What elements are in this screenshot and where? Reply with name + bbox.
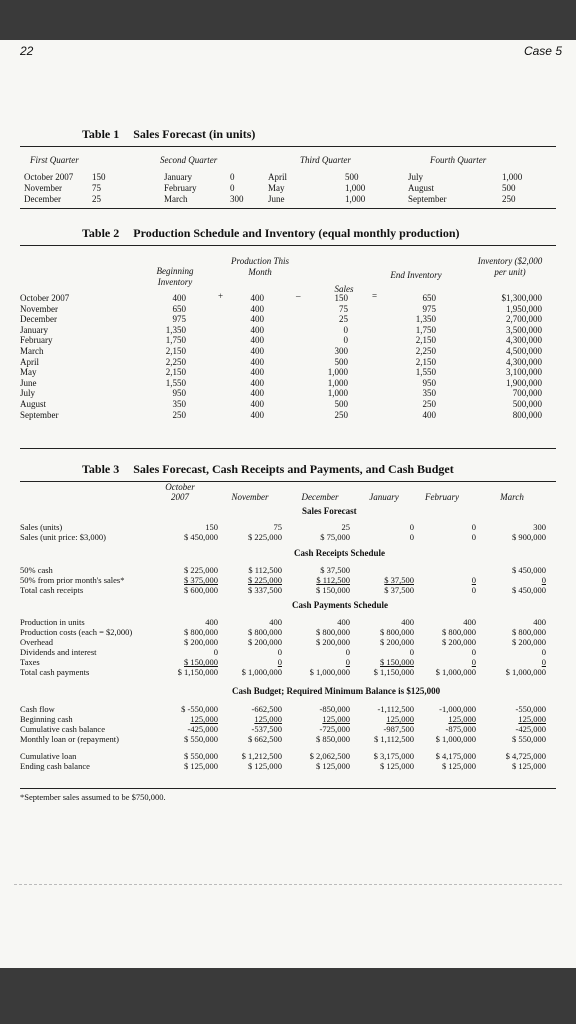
- t3-cell: $ 150,000: [184, 657, 218, 667]
- t3-cell: $ 1,000,000: [309, 667, 350, 677]
- t3-cell: $ 550,000: [184, 734, 218, 744]
- t3-cell: -1,112,500: [377, 704, 414, 714]
- t2-equals-sign: =: [372, 291, 378, 301]
- table2-label: Table 2: [82, 226, 120, 240]
- t3-cell: $ 200,000: [316, 637, 350, 647]
- t1-quarter-header: Second Quarter: [160, 155, 218, 165]
- t3-cell: $ 1,000,000: [241, 667, 282, 677]
- t2-beginning-cell: 650: [172, 303, 186, 314]
- t2-end-cell: 2,150: [415, 335, 436, 346]
- t3-cell: $ 800,000: [512, 627, 546, 637]
- t2-value-cell: 4,300,000: [506, 335, 542, 346]
- t2-production-cell: 400: [250, 356, 264, 367]
- t2-production-cell: 400: [250, 367, 264, 378]
- t1-month-value: 150: [92, 172, 106, 182]
- t3-row-label: Production in units: [20, 617, 85, 627]
- table2-title: [82, 226, 460, 241]
- t3-cell: 0: [471, 657, 476, 667]
- t3-col-october: October 2007: [165, 482, 195, 502]
- t3-cell: $ 125,000: [316, 761, 350, 771]
- t3-cell: 400: [337, 617, 350, 627]
- t2-sales-cell: 500: [334, 356, 348, 367]
- t3-cell: $ 200,000: [380, 637, 414, 647]
- t3-cell: $ 800,000: [316, 627, 350, 637]
- t2-value-cell: 2,700,000: [506, 314, 542, 325]
- t2-beginning-cell: 1,750: [165, 335, 186, 346]
- bottom-dotted-line: [14, 884, 562, 885]
- t3-row-label: Taxes: [20, 657, 40, 667]
- t3-cell: $ 550,000: [512, 734, 546, 744]
- t2-sales-cell: 25: [339, 314, 348, 325]
- t2-sales-cell: 75: [339, 303, 348, 314]
- t3-cell: -537,500: [251, 724, 282, 734]
- t2-sales-cell: 1,000: [327, 377, 348, 388]
- t2-plus-sign: +: [218, 291, 224, 301]
- t3-cell: $ 1,112,500: [373, 734, 414, 744]
- t1-month-label: August: [408, 183, 435, 193]
- t1-month-label: September: [408, 194, 447, 204]
- t3-cell: 125,000: [448, 714, 476, 724]
- t2-end-cell: 1,550: [415, 367, 436, 378]
- t3-cell: 75: [273, 522, 282, 532]
- t3-row-label: Cumulative loan: [20, 751, 77, 761]
- t3-cell: $ 125,000: [248, 761, 282, 771]
- table2-top-rule: [20, 245, 556, 246]
- t1-quarter-header: Third Quarter: [300, 155, 351, 165]
- t3-cell: $ 75,000: [320, 532, 350, 542]
- t3-cell: 0: [471, 532, 476, 542]
- t3-cell: $ 4,725,000: [505, 751, 546, 761]
- t2-production-cell: 400: [250, 409, 264, 420]
- t2-minus-sign: –: [296, 291, 301, 301]
- t3-cell: 125,000: [254, 714, 282, 724]
- t1-month-label: December: [24, 194, 61, 204]
- t1-month-label: March: [164, 194, 188, 204]
- t3-footnote: *September sales assumed to be $750,000.: [20, 792, 166, 802]
- t3-cell: $ 662,500: [248, 734, 282, 744]
- t1-quarter-header: Fourth Quarter: [430, 155, 487, 165]
- t3-cell: $ 800,000: [248, 627, 282, 637]
- t2-beginning-cell: 1,550: [165, 377, 186, 388]
- t2-value-cell: 4,500,000: [506, 346, 542, 356]
- t2-value-cell: 4,300,000: [506, 356, 542, 367]
- t3-cell: 300: [533, 522, 546, 532]
- t3-cell: $ 450,000: [512, 565, 546, 575]
- t3-section-sales-forecast: Sales Forecast: [302, 506, 357, 516]
- t3-cell: 400: [533, 617, 546, 627]
- t3-cell: -550,000: [515, 704, 546, 714]
- t1-month-label: May: [268, 183, 285, 193]
- t2-production-cell: 400: [250, 346, 264, 356]
- t2-production-cell: 400: [250, 399, 264, 409]
- t3-cell: $ 150,000: [380, 657, 414, 667]
- t2-month-label: June: [20, 377, 37, 388]
- t3-cell: 0: [409, 532, 414, 542]
- t2-beginning-cell: 2,150: [165, 367, 186, 378]
- t3-cell: $ 1,212,500: [241, 751, 282, 761]
- t3-cell: 0: [277, 657, 282, 667]
- t3-cell: 125,000: [322, 714, 350, 724]
- t2-end-cell: 400: [422, 409, 436, 420]
- t3-row-label: Sales (units): [20, 522, 63, 532]
- t2-production-cell: 400: [250, 324, 264, 335]
- t3-cell: -725,000: [319, 724, 350, 734]
- t3-cell: 0: [541, 647, 546, 657]
- t3-cell: $ 200,000: [442, 637, 476, 647]
- t2-sales-cell: 0: [343, 335, 348, 346]
- t3-cell: $ 1,000,000: [435, 667, 476, 677]
- t3-cell: 150: [205, 522, 218, 532]
- t2-header-end: End Inventory: [390, 270, 442, 280]
- t2-production-cell: 400: [250, 314, 264, 325]
- t3-cell: $ 200,000: [248, 637, 282, 647]
- t2-value-cell: 3,500,000: [506, 324, 542, 335]
- t3-cell: $ 1,000,000: [435, 734, 476, 744]
- t3-row-label: Total cash receipts: [20, 585, 84, 595]
- t3-cell: $ 225,000: [248, 532, 282, 542]
- t2-sales-cell: 1,000: [327, 367, 348, 378]
- table3-top-rule: [20, 481, 556, 482]
- t2-month-label: July: [20, 388, 36, 399]
- t1-quarter-header: First Quarter: [30, 155, 79, 165]
- t3-cell: 0: [541, 575, 546, 585]
- t2-beginning-cell: 1,350: [165, 324, 186, 335]
- t2-production-cell: 400: [250, 293, 264, 303]
- t3-col-december: December: [301, 492, 339, 502]
- table3-heading: Sales Forecast, Cash Receipts and Payments, and Cash Budget: [133, 462, 454, 476]
- t2-beginning-cell: 975: [172, 314, 186, 325]
- t2-month-label: October 2007: [20, 293, 70, 303]
- top-bar: [0, 0, 576, 40]
- table1-heading: Sales Forecast (in units): [133, 127, 256, 141]
- t3-cell: $ 800,000: [442, 627, 476, 637]
- t2-month-label: April: [20, 356, 39, 367]
- t2-production-cell: 400: [250, 377, 264, 388]
- t3-row-label: Production costs (each = $2,000): [20, 627, 133, 637]
- table2-bottom-rule: [20, 448, 556, 449]
- t2-value-cell: 800,000: [512, 409, 542, 420]
- t2-value-cell: 3,100,000: [506, 367, 542, 378]
- t3-cell: 400: [463, 617, 476, 627]
- t3-cell: $ 800,000: [184, 627, 218, 637]
- t3-cell: -1,000,000: [439, 704, 476, 714]
- t3-cell: 0: [345, 657, 350, 667]
- t2-beginning-cell: 950: [172, 388, 186, 399]
- t1-month-value: 1,000: [345, 194, 366, 204]
- t1-month-value: 500: [502, 183, 516, 193]
- t2-beginning-cell: 250: [172, 409, 186, 420]
- t2-month-label: January: [20, 324, 48, 335]
- t3-cell: 400: [205, 617, 218, 627]
- t1-month-value: 0: [230, 183, 235, 193]
- t2-header-production: Production This Month: [231, 256, 289, 277]
- t3-cell: $ 125,000: [184, 761, 218, 771]
- t3-col-november: November: [231, 492, 269, 502]
- table3-title: [82, 462, 454, 477]
- t3-cell: 0: [541, 657, 546, 667]
- t3-row-label: Beginning cash: [20, 714, 73, 724]
- t3-cell: $ -550,000: [181, 704, 218, 714]
- t2-header-beginning: Beginning Inventory: [156, 266, 194, 287]
- t3-cell: $ 550,000: [184, 751, 218, 761]
- t3-cell: $ 37,500: [320, 565, 350, 575]
- t2-end-cell: 2,150: [415, 356, 436, 367]
- t3-cell: 0: [409, 522, 414, 532]
- t2-sales-cell: 300: [334, 346, 348, 356]
- t3-col-january: January: [369, 492, 399, 502]
- t1-month-value: 25: [92, 194, 101, 204]
- t3-cell: $ 125,000: [512, 761, 546, 771]
- t3-cell: $ 375,000: [184, 575, 218, 585]
- t3-cell: -987,500: [383, 724, 414, 734]
- t2-month-label: February: [20, 335, 53, 346]
- t2-value-cell: 1,900,000: [506, 377, 542, 388]
- t3-cell: $ 450,000: [512, 585, 546, 595]
- t2-beginning-cell: 2,150: [165, 346, 186, 356]
- t3-cell: -875,000: [445, 724, 476, 734]
- t3-cell: 400: [269, 617, 282, 627]
- t3-row-label: Dividends and interest: [20, 647, 97, 657]
- t3-row-label: Cash flow: [20, 704, 55, 714]
- t2-sales-cell: 0: [343, 324, 348, 335]
- t3-cell: 125,000: [190, 714, 218, 724]
- t3-section-receipts: Cash Receipts Schedule: [294, 548, 386, 558]
- t1-month-value: 300: [230, 194, 244, 204]
- t3-row-label: Monthly loan or (repayment): [20, 734, 119, 744]
- t3-cell: $ 112,500: [248, 565, 282, 575]
- t3-row-label: Total cash payments: [20, 667, 90, 677]
- t3-cell: $ 337,500: [248, 585, 282, 595]
- t2-end-cell: 975: [422, 303, 436, 314]
- t3-cell: 0: [213, 647, 218, 657]
- t2-end-cell: 650: [422, 293, 436, 303]
- t2-month-label: August: [20, 399, 47, 409]
- document-page: [0, 40, 576, 968]
- table1-bottom-rule: [20, 208, 556, 209]
- t3-cell: 125,000: [386, 714, 414, 724]
- t3-cell: -425,000: [187, 724, 218, 734]
- t3-cell: 0: [471, 585, 476, 595]
- t1-month-value: 500: [345, 172, 359, 182]
- t3-cell: $ 600,000: [184, 585, 218, 595]
- t3-cell: $ 37,500: [384, 585, 414, 595]
- t2-beginning-cell: 350: [172, 399, 186, 409]
- t2-end-cell: 250: [422, 399, 436, 409]
- t3-cell: 0: [471, 647, 476, 657]
- t1-month-label: July: [408, 172, 424, 182]
- t2-header-value: Inventory ($2,000 per unit): [477, 256, 543, 277]
- table1-top-rule: [20, 146, 556, 147]
- t3-cell: 0: [471, 575, 476, 585]
- t1-month-label: November: [24, 183, 62, 193]
- t3-row-label: Ending cash balance: [20, 761, 90, 771]
- t3-cell: $ 1,150,000: [177, 667, 218, 677]
- t3-row-label: Sales (unit price: $3,000): [20, 532, 106, 542]
- t1-month-value: 1,000: [502, 172, 523, 182]
- t2-sales-cell: 1,000: [327, 388, 348, 399]
- t2-sales-cell: 250: [334, 409, 348, 420]
- t2-month-label: November: [20, 303, 58, 314]
- table2-heading: Production Schedule and Inventory (equal monthly production): [133, 226, 460, 240]
- case-label: Case 5: [523, 44, 562, 58]
- t2-value-cell: 1,950,000: [506, 303, 542, 314]
- t3-cell: $ 225,000: [248, 575, 282, 585]
- t3-cell: $ 800,000: [380, 627, 414, 637]
- t3-cell: $ 2,062,500: [309, 751, 350, 761]
- t3-section-payments: Cash Payments Schedule: [292, 600, 389, 610]
- t3-cell: $ 225,000: [184, 565, 218, 575]
- t2-beginning-cell: 2,250: [165, 356, 186, 367]
- t1-month-label: April: [268, 172, 287, 182]
- t2-header-sales: Sales: [334, 284, 354, 294]
- t2-sales-cell: 150: [334, 293, 348, 303]
- t1-month-label: January: [164, 172, 192, 182]
- t2-end-cell: 2,250: [415, 346, 436, 356]
- t3-row-label: 50% cash: [20, 565, 53, 575]
- t2-production-cell: 400: [250, 335, 264, 346]
- t2-value-cell: 700,000: [512, 388, 542, 399]
- t3-cell: $ 125,000: [380, 761, 414, 771]
- t3-row-label: Overhead: [20, 637, 54, 647]
- t3-row-label: 50% from prior month's sales*: [20, 575, 125, 585]
- t3-cell: -850,000: [319, 704, 350, 714]
- t3-cell: $ 200,000: [512, 637, 546, 647]
- t3-cell: 125,000: [518, 714, 546, 724]
- t3-cell: $ 1,000,000: [505, 667, 546, 677]
- t2-end-cell: 350: [422, 388, 436, 399]
- t1-month-value: 0: [230, 172, 235, 182]
- t3-cell: $ 450,000: [184, 532, 218, 542]
- t3-cell: $ 4,175,000: [435, 751, 476, 761]
- t1-month-label: October 2007: [24, 172, 74, 182]
- t3-cell: $ 1,150,000: [373, 667, 414, 677]
- page-number: 22: [20, 44, 34, 58]
- t3-cell: $ 3,175,000: [373, 751, 414, 761]
- t3-cell: $ 112,500: [316, 575, 350, 585]
- t3-row-label: Cumulative cash balance: [20, 724, 105, 734]
- t3-cell: 0: [277, 647, 282, 657]
- table1-label: Table 1: [82, 127, 120, 141]
- t3-cell: $ 37,500: [384, 575, 414, 585]
- t3-cell: $ 200,000: [184, 637, 218, 647]
- t1-month-label: June: [268, 194, 285, 204]
- t3-cell: $ 150,000: [316, 585, 350, 595]
- t2-production-cell: 400: [250, 388, 264, 399]
- t3-cell: 0: [409, 647, 414, 657]
- t3-cell: $ 125,000: [442, 761, 476, 771]
- t3-cell: -425,000: [515, 724, 546, 734]
- t3-cell: $ 850,000: [316, 734, 350, 744]
- t1-month-label: February: [164, 183, 197, 193]
- t2-end-cell: 1,750: [415, 324, 436, 335]
- t3-col-march: March: [500, 492, 524, 502]
- table1-title: [82, 127, 255, 142]
- t2-month-label: March: [20, 346, 44, 356]
- t2-end-cell: 1,350: [415, 314, 436, 325]
- table3-label: Table 3: [82, 462, 120, 476]
- t1-month-value: 1,000: [345, 183, 366, 193]
- t3-col-february: February: [425, 492, 459, 502]
- t1-month-value: 75: [92, 183, 101, 193]
- t3-cell: 0: [471, 522, 476, 532]
- t3-cell: -662,500: [251, 704, 282, 714]
- t2-month-label: December: [20, 314, 57, 325]
- t2-beginning-cell: 400: [172, 293, 186, 303]
- t3-cell: 25: [341, 522, 350, 532]
- t3-section-budget: Cash Budget; Required Minimum Balance is $125,000: [232, 686, 441, 696]
- t3-cell: 400: [401, 617, 414, 627]
- table3-bottom-rule: [20, 788, 556, 789]
- t2-production-cell: 400: [250, 303, 264, 314]
- t2-month-label: September: [20, 409, 59, 420]
- t3-cell: $ 900,000: [512, 532, 546, 542]
- t2-end-cell: 950: [422, 377, 436, 388]
- t2-month-label: May: [20, 367, 37, 378]
- t2-value-cell: $1,300,000: [501, 293, 542, 303]
- t2-value-cell: 500,000: [512, 399, 542, 409]
- t1-month-value: 250: [502, 194, 516, 204]
- t3-cell: 0: [345, 647, 350, 657]
- bottom-bar: [0, 968, 576, 1024]
- t2-sales-cell: 500: [334, 399, 348, 409]
